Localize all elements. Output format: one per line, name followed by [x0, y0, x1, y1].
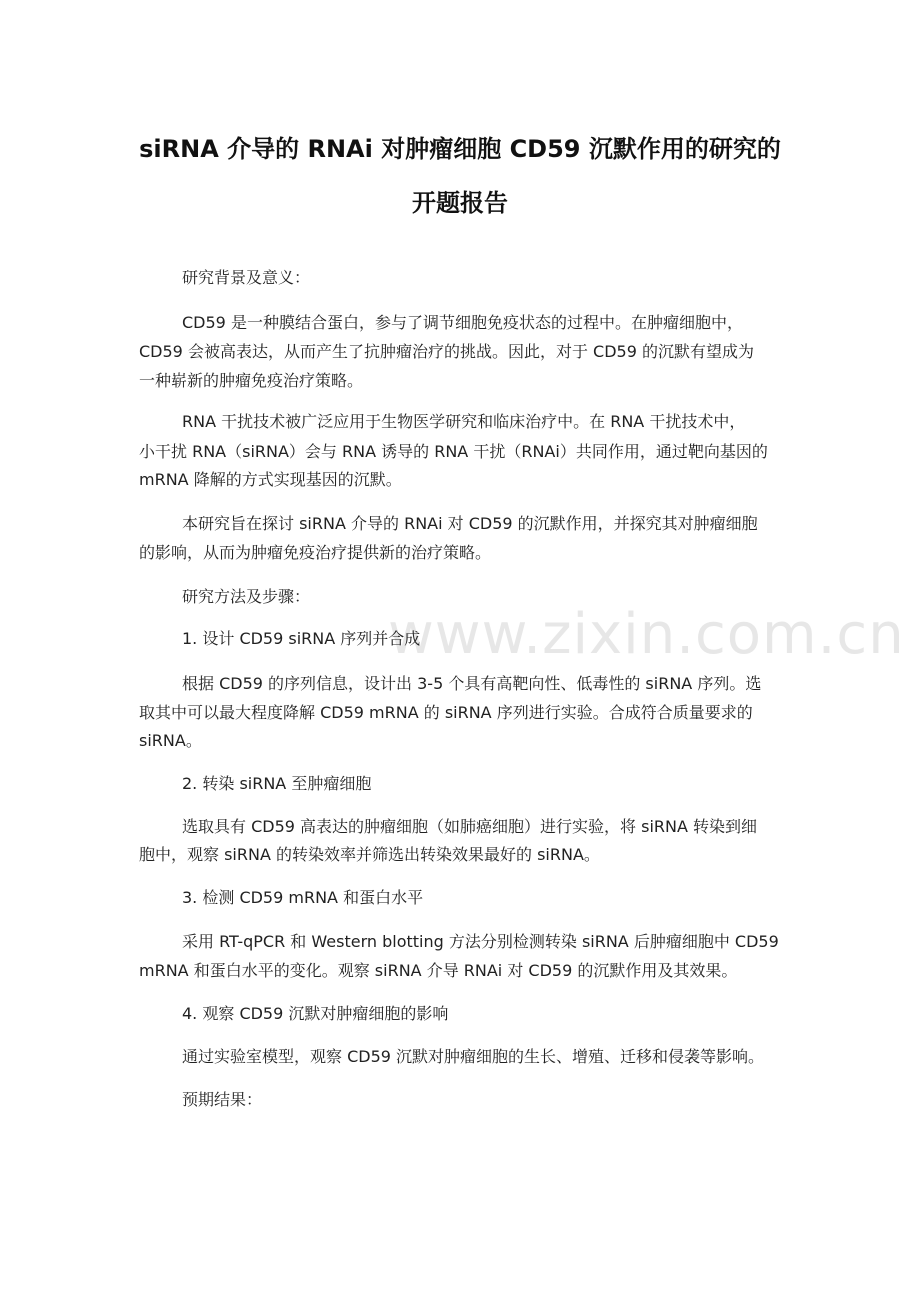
section-heading-expected-results: 预期结果： — [182, 1090, 263, 1109]
paragraph-line: 选取具有 CD59 高表达的肿瘤细胞（如肺癌细胞）进行实验，将 siRNA 转染到细 — [182, 817, 758, 836]
paragraph-line: siRNA。 — [139, 731, 202, 750]
paragraph-line: 胞中，观察 siRNA 的转染效率并筛选出转染效果最好的 siRNA。 — [139, 845, 600, 864]
paragraph-line: RNA 干扰技术被广泛应用于生物医学研究和临床治疗中。在 RNA 干扰技术中， — [182, 412, 746, 431]
paragraph-line: 一种崭新的肿瘤免疫治疗策略。 — [139, 371, 364, 390]
step-heading-1: 1. 设计 CD59 siRNA 序列并合成 — [182, 629, 421, 648]
step-heading-3: 3. 检测 CD59 mRNA 和蛋白水平 — [182, 888, 424, 907]
paragraph-line: 取其中可以最大程度降解 CD59 mRNA 的 siRNA 序列进行实验。合成符合质量要求的 — [139, 703, 753, 722]
document-title-line-2: 开题报告 — [412, 189, 508, 217]
watermark: www.zixin.com.cn — [388, 602, 905, 667]
paragraph-line: 小干扰 RNA（siRNA）会与 RNA 诱导的 RNA 干扰（RNAi）共同作用，通过靶向基因的 — [139, 442, 768, 461]
step-heading-2: 2. 转染 siRNA 至肿瘤细胞 — [182, 774, 372, 793]
paragraph-line: CD59 会被高表达，从而产生了抗肿瘤治疗的挑战。因此，对于 CD59 的沉默有望成为 — [139, 342, 754, 361]
paragraph-line: mRNA 降解的方式实现基因的沉默。 — [139, 470, 402, 489]
paragraph-line: 通过实验室模型，观察 CD59 沉默对肿瘤细胞的生长、增殖、迁移和侵袭等影响。 — [182, 1047, 765, 1066]
paragraph-line: 的影响，从而为肿瘤免疫治疗提供新的治疗策略。 — [139, 543, 492, 562]
paragraph-line: 采用 RT-qPCR 和 Western blotting 方法分别检测转染 siRNA 后肿瘤细胞中 CD59 — [182, 932, 779, 951]
step-heading-4: 4. 观察 CD59 沉默对肿瘤细胞的影响 — [182, 1004, 449, 1023]
paragraph-line: mRNA 和蛋白水平的变化。观察 siRNA 介导 RNAi 对 CD59 的沉默作用及其效果。 — [139, 961, 738, 980]
document-title-line-1: siRNA 介导的 RNAi 对肿瘤细胞 CD59 沉默作用的研究的 — [139, 135, 781, 163]
section-heading-methods: 研究方法及步骤： — [182, 587, 311, 606]
paragraph-line: CD59 是一种膜结合蛋白，参与了调节细胞免疫状态的过程中。在肿瘤细胞中， — [182, 313, 743, 332]
paragraph-line: 本研究旨在探讨 siRNA 介导的 RNAi 对 CD59 的沉默作用，并探究其对肿瘤细胞 — [182, 514, 758, 533]
paragraph-line: 根据 CD59 的序列信息，设计出 3-5 个具有高靶向性、低毒性的 siRNA 序列。选 — [182, 674, 762, 693]
section-heading-background: 研究背景及意义： — [182, 268, 311, 287]
